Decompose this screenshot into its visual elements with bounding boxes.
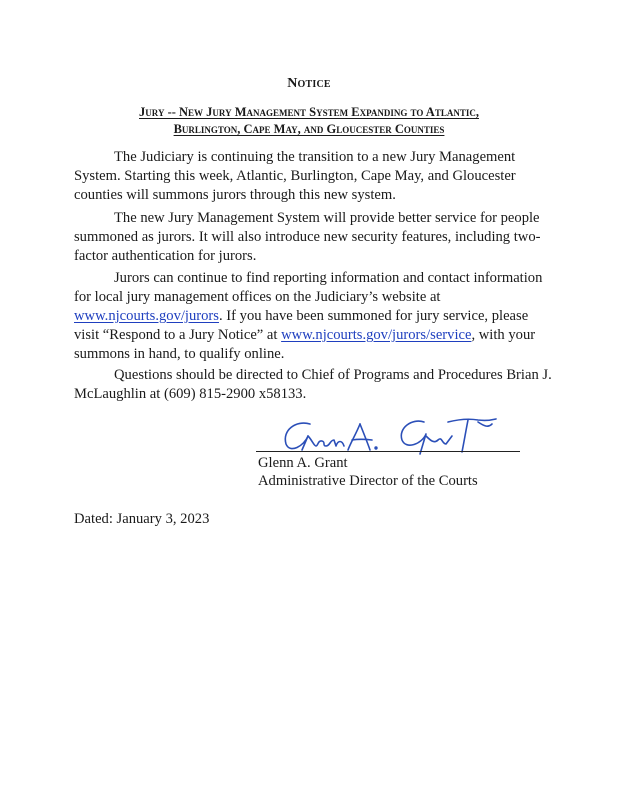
signer-title: Administrative Director of the Courts [258, 473, 478, 489]
paragraph-contact [74, 366, 554, 404]
signer-name: Glenn A. Grant [258, 455, 348, 471]
paragraph-transition-text: The Judiciary is continuing the transition to a new Jury Management System. Starting this week, Atlantic, Burlington, Cape May, and Gloucester counties will summons jurors through this new system. [74, 149, 516, 203]
paragraph-service [74, 209, 554, 266]
paragraph-transition [74, 148, 554, 205]
paragraph-website [74, 269, 554, 364]
paragraph-website-text-1: Jurors can continue to find reporting information and contact information for local jury management offices on the Judiciary’s website at [74, 270, 543, 305]
paragraph-service-text: The new Jury Management System will provide better service for people summoned as jurors. It will also introduce new security features, including two-factor authentication for jurors. [74, 210, 541, 264]
date-line: Dated: January 3, 2023 [74, 511, 210, 527]
handwritten-signature [252, 410, 522, 455]
subtitle-line-2: Burlington, Cape May, and Gloucester Counties [173, 122, 445, 136]
paragraph-contact-text: Questions should be directed to Chief of Programs and Procedures Brian J. McLaughlin at (609) 815-2900 x58133. [74, 367, 552, 402]
notice-subtitle [60, 104, 558, 138]
paragraph-website-text-2: . If you have been summoned for jury service, please visit “Respond to a Jury Notice” at [74, 308, 529, 343]
notice-title: Notice [287, 76, 331, 91]
jurors-link[interactable]: www.njcourts.gov/jurors [74, 308, 219, 324]
subtitle-line-1: Jury -- New Jury Management System Expanding to Atlantic, [139, 105, 479, 119]
paragraph-website-text-3: , with your summons in hand, to qualify online. [74, 327, 536, 362]
jurors-service-link[interactable]: www.njcourts.gov/jurors/service [281, 327, 472, 343]
signature-line [256, 451, 520, 452]
